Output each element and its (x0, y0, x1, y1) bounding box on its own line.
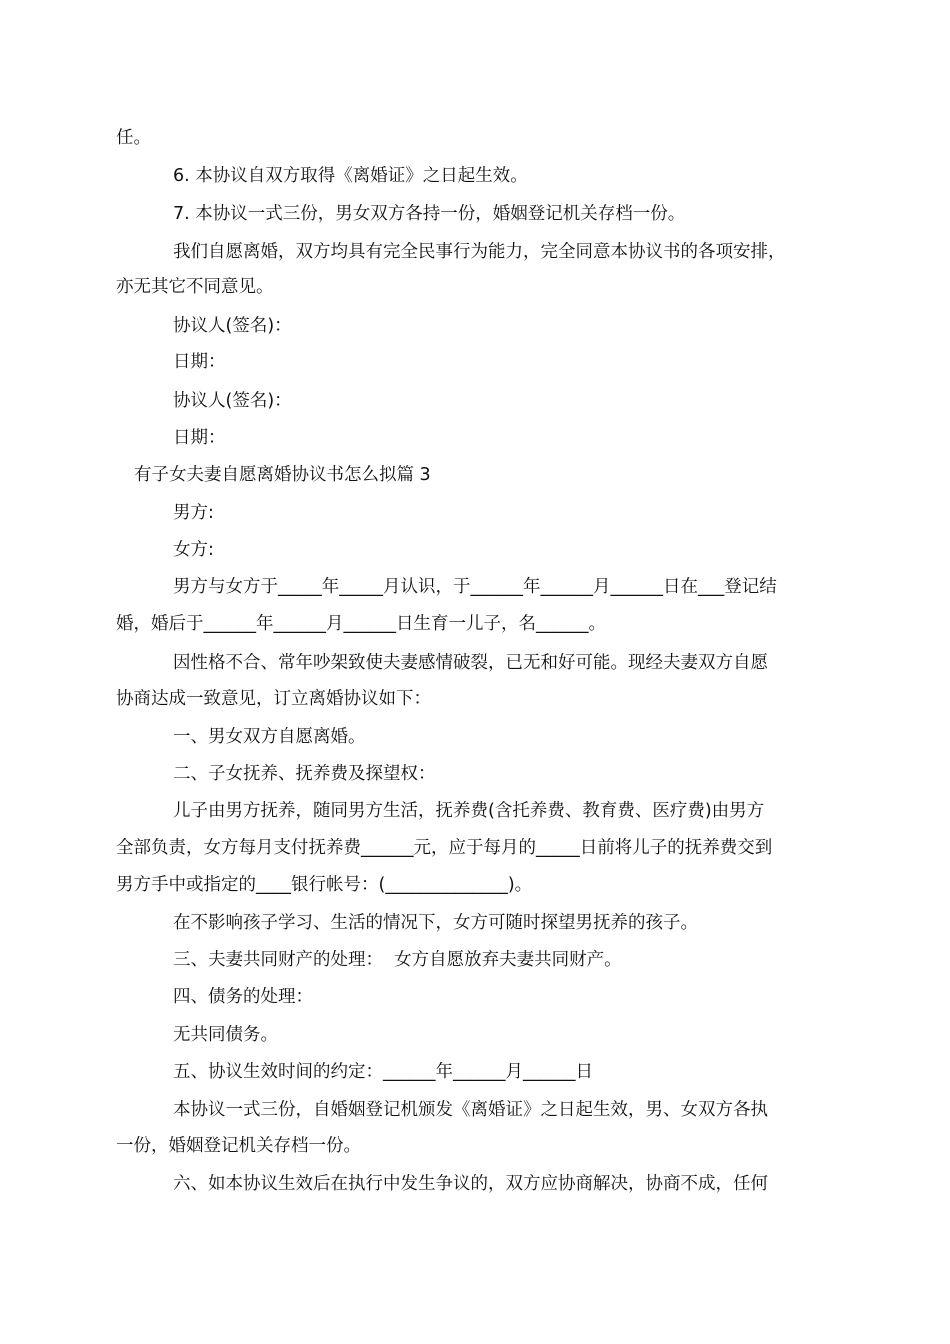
signature-label-1: 协议人(签名)： (173, 316, 292, 336)
debt-statement: 无共同债务。 (173, 1025, 278, 1045)
article-3: 三、夫妻共同财产的处理： 女方自愿放弃夫妻共同财产。 (173, 950, 622, 970)
article-6-line-1: 六、如本协议生效后在执行中发生争议的，双方应协商解决，协商不成，任何 (173, 1174, 768, 1194)
reason-paragraph-line-1: 因性格不合、常年吵架致使夫妻感情破裂，已无和好可能。现经夫妻双方自愿 (173, 653, 768, 673)
reason-paragraph-line-2: 协商达成一致意见，订立离婚协议如下： (116, 689, 431, 709)
section-heading: 有子女夫妻自愿离婚协议书怎么拟篇 3 (134, 465, 431, 485)
date-label-2: 日期： (173, 428, 226, 448)
article-2-title: 二、子女抚养、抚养费及探望权： (173, 764, 436, 784)
signature-label-2: 协议人(签名)： (173, 391, 292, 411)
article-1: 一、男女双方自愿离婚。 (173, 727, 366, 747)
male-party-label: 男方: (173, 503, 214, 523)
visitation-paragraph: 在不影响孩子学习、生活的情况下，女方可随时探望男抚养的孩子。 (173, 913, 698, 933)
custody-paragraph-line-2: 全部负责，女方每月支付抚养费______元，应于每月的_____日前将儿子的抚养费交到 (116, 838, 773, 858)
copies-paragraph-line-2: 一份，婚姻登记机关存档一份。 (116, 1136, 361, 1156)
statement-paragraph-line-1: 我们自愿离婚，双方均具有完全民事行为能力，完全同意本协议书的各项安排， (173, 242, 786, 262)
date-label-1: 日期： (173, 352, 226, 372)
female-party-label: 女方: (173, 540, 214, 560)
custody-paragraph-line-3: 男方手中或指定的____银行帐号：(______________)。 (116, 875, 533, 895)
article-4-title: 四、债务的处理： (173, 987, 313, 1007)
marriage-info-line-2: 婚，婚后于______年______月______日生育一儿子，名______。 (116, 614, 606, 634)
marriage-info-line-1: 男方与女方于_____年_____月认识，于______年______月______日在___登记结 (173, 577, 777, 597)
text-line-continuation: 任。 (116, 128, 151, 148)
copies-paragraph-line-1: 本协议一式三份，自婚姻登记机颁发《离婚证》之日起生效，男、女双方各执 (173, 1100, 768, 1120)
clause-7: 7. 本协议一式三份，男女双方各持一份，婚姻登记机关存档一份。 (173, 204, 686, 224)
statement-paragraph-line-2: 亦无其它不同意见。 (116, 277, 274, 297)
custody-paragraph-line-1: 儿子由男方抚养，随同男方生活，抚养费(含托养费、教育费、医疗费)由男方 (173, 801, 765, 821)
article-5: 五、协议生效时间的约定：______年______月______日 (173, 1062, 593, 1082)
clause-6: 6. 本协议自双方取得《离婚证》之日起生效。 (173, 166, 528, 186)
